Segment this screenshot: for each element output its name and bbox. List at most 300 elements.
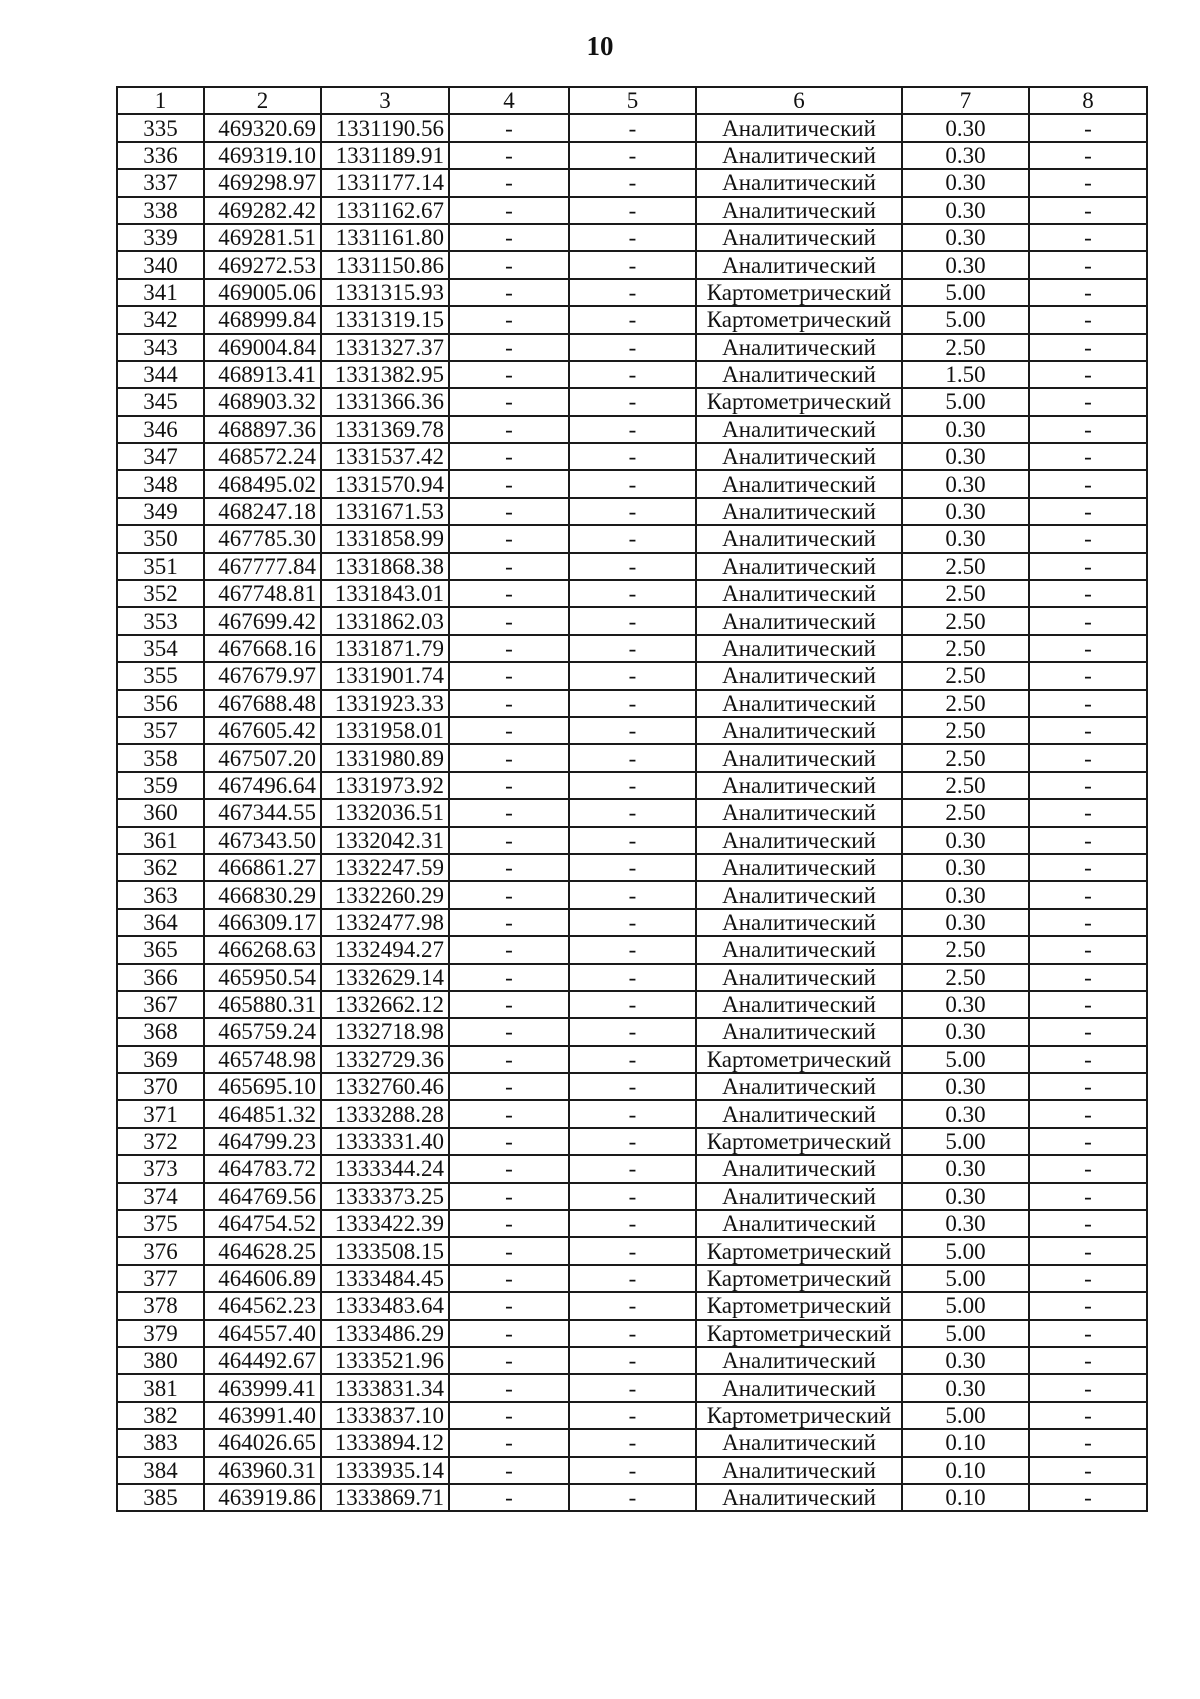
col5-cell: -	[569, 1402, 696, 1429]
point-number-cell: 365	[117, 936, 204, 963]
method-cell: Аналитический	[696, 690, 902, 717]
col4-cell: -	[449, 799, 569, 826]
accuracy-cell: 5.00	[902, 1128, 1029, 1155]
col8-cell: -	[1029, 827, 1147, 854]
table-row	[117, 854, 1147, 881]
accuracy-cell: 2.50	[902, 744, 1029, 771]
col4-cell: -	[449, 279, 569, 306]
y-coordinate-cell: 1331315.93	[321, 279, 449, 306]
col5-cell: -	[569, 1429, 696, 1456]
table-row	[117, 443, 1147, 470]
col8-cell: -	[1029, 553, 1147, 580]
y-coordinate-cell: 1332477.98	[321, 909, 449, 936]
column-header: 1	[117, 87, 204, 114]
x-coordinate-cell: 464606.89	[204, 1265, 321, 1292]
y-coordinate-cell: 1331973.92	[321, 772, 449, 799]
x-coordinate-cell: 468903.32	[204, 388, 321, 415]
col8-cell: -	[1029, 1457, 1147, 1484]
col8-cell: -	[1029, 1347, 1147, 1374]
table-row	[117, 1155, 1147, 1182]
table-row	[117, 1128, 1147, 1155]
y-coordinate-cell: 1332760.46	[321, 1073, 449, 1100]
x-coordinate-cell: 465759.24	[204, 1018, 321, 1045]
point-number-cell: 377	[117, 1265, 204, 1292]
col8-cell: -	[1029, 635, 1147, 662]
y-coordinate-cell: 1333373.25	[321, 1183, 449, 1210]
table-row	[117, 936, 1147, 963]
method-cell: Аналитический	[696, 1374, 902, 1401]
col8-cell: -	[1029, 361, 1147, 388]
accuracy-cell: 0.30	[902, 114, 1029, 141]
col5-cell: -	[569, 1374, 696, 1401]
accuracy-cell: 0.30	[902, 1183, 1029, 1210]
y-coordinate-cell: 1331189.91	[321, 142, 449, 169]
table-row	[117, 717, 1147, 744]
y-coordinate-cell: 1331319.15	[321, 306, 449, 333]
table-row	[117, 1374, 1147, 1401]
method-cell: Аналитический	[696, 1183, 902, 1210]
col5-cell: -	[569, 717, 696, 744]
method-cell: Аналитический	[696, 1347, 902, 1374]
table-row	[117, 744, 1147, 771]
page-number: 10	[586, 31, 614, 61]
x-coordinate-cell: 465695.10	[204, 1073, 321, 1100]
y-coordinate-cell: 1331843.01	[321, 580, 449, 607]
col8-cell: -	[1029, 1128, 1147, 1155]
table-row	[117, 498, 1147, 525]
y-coordinate-cell: 1333831.34	[321, 1374, 449, 1401]
y-coordinate-cell: 1333894.12	[321, 1429, 449, 1456]
col4-cell: -	[449, 1265, 569, 1292]
accuracy-cell: 5.00	[902, 1320, 1029, 1347]
point-number-cell: 374	[117, 1183, 204, 1210]
col5-cell: -	[569, 334, 696, 361]
method-cell: Аналитический	[696, 1155, 902, 1182]
x-coordinate-cell: 468495.02	[204, 470, 321, 497]
col4-cell: -	[449, 964, 569, 991]
col4-cell: -	[449, 334, 569, 361]
col8-cell: -	[1029, 251, 1147, 278]
accuracy-cell: 2.50	[902, 635, 1029, 662]
point-number-cell: 339	[117, 224, 204, 251]
col8-cell: -	[1029, 909, 1147, 936]
x-coordinate-cell: 468572.24	[204, 443, 321, 470]
col5-cell: -	[569, 1292, 696, 1319]
col5-cell: -	[569, 607, 696, 634]
accuracy-cell: 0.30	[902, 854, 1029, 881]
accuracy-cell: 0.30	[902, 881, 1029, 908]
y-coordinate-cell: 1333331.40	[321, 1128, 449, 1155]
accuracy-cell: 0.10	[902, 1429, 1029, 1456]
table-row	[117, 1484, 1147, 1511]
method-cell: Аналитический	[696, 854, 902, 881]
method-cell: Аналитический	[696, 224, 902, 251]
col5-cell: -	[569, 251, 696, 278]
table-row	[117, 114, 1147, 141]
col8-cell: -	[1029, 662, 1147, 689]
col8-cell: -	[1029, 1155, 1147, 1182]
point-number-cell: 362	[117, 854, 204, 881]
x-coordinate-cell: 464754.52	[204, 1210, 321, 1237]
table-row	[117, 1237, 1147, 1264]
x-coordinate-cell: 464799.23	[204, 1128, 321, 1155]
point-number-cell: 361	[117, 827, 204, 854]
col5-cell: -	[569, 827, 696, 854]
x-coordinate-cell: 467785.30	[204, 525, 321, 552]
col4-cell: -	[449, 224, 569, 251]
col8-cell: -	[1029, 991, 1147, 1018]
x-coordinate-cell: 463991.40	[204, 1402, 321, 1429]
table-row	[117, 306, 1147, 333]
col8-cell: -	[1029, 525, 1147, 552]
col4-cell: -	[449, 1347, 569, 1374]
col5-cell: -	[569, 1183, 696, 1210]
accuracy-cell: 0.30	[902, 991, 1029, 1018]
accuracy-cell: 2.50	[902, 936, 1029, 963]
col8-cell: -	[1029, 388, 1147, 415]
table-row	[117, 1457, 1147, 1484]
col4-cell: -	[449, 909, 569, 936]
method-cell: Аналитический	[696, 607, 902, 634]
column-header: 5	[569, 87, 696, 114]
method-cell: Аналитический	[696, 197, 902, 224]
col8-cell: -	[1029, 690, 1147, 717]
table-row	[117, 1429, 1147, 1456]
table-row	[117, 881, 1147, 908]
accuracy-cell: 2.50	[902, 717, 1029, 744]
col5-cell: -	[569, 197, 696, 224]
col5-cell: -	[569, 964, 696, 991]
col8-cell: -	[1029, 470, 1147, 497]
col4-cell: -	[449, 1292, 569, 1319]
method-cell: Аналитический	[696, 580, 902, 607]
col8-cell: -	[1029, 881, 1147, 908]
x-coordinate-cell: 469005.06	[204, 279, 321, 306]
method-cell: Аналитический	[696, 1018, 902, 1045]
y-coordinate-cell: 1331177.14	[321, 169, 449, 196]
point-number-cell: 341	[117, 279, 204, 306]
method-cell: Картометрический	[696, 1046, 902, 1073]
method-cell: Аналитический	[696, 964, 902, 991]
col8-cell: -	[1029, 744, 1147, 771]
table-row	[117, 991, 1147, 1018]
table-row	[117, 580, 1147, 607]
accuracy-cell: 5.00	[902, 1237, 1029, 1264]
x-coordinate-cell: 465880.31	[204, 991, 321, 1018]
col8-cell: -	[1029, 1402, 1147, 1429]
accuracy-cell: 2.50	[902, 964, 1029, 991]
y-coordinate-cell: 1333288.28	[321, 1100, 449, 1127]
y-coordinate-cell: 1332260.29	[321, 881, 449, 908]
col4-cell: -	[449, 607, 569, 634]
point-number-cell: 351	[117, 553, 204, 580]
accuracy-cell: 2.50	[902, 607, 1029, 634]
col5-cell: -	[569, 306, 696, 333]
point-number-cell: 345	[117, 388, 204, 415]
table-row	[117, 197, 1147, 224]
point-number-cell: 369	[117, 1046, 204, 1073]
table-row	[117, 1100, 1147, 1127]
col5-cell: -	[569, 1210, 696, 1237]
col4-cell: -	[449, 991, 569, 1018]
point-number-cell: 349	[117, 498, 204, 525]
col8-cell: -	[1029, 1320, 1147, 1347]
table-row	[117, 964, 1147, 991]
col4-cell: -	[449, 690, 569, 717]
accuracy-cell: 5.00	[902, 388, 1029, 415]
x-coordinate-cell: 467679.97	[204, 662, 321, 689]
col5-cell: -	[569, 881, 696, 908]
point-number-cell: 356	[117, 690, 204, 717]
point-number-cell: 346	[117, 416, 204, 443]
point-number-cell: 354	[117, 635, 204, 662]
table-row	[117, 909, 1147, 936]
col8-cell: -	[1029, 717, 1147, 744]
y-coordinate-cell: 1332247.59	[321, 854, 449, 881]
table-row	[117, 1183, 1147, 1210]
col8-cell: -	[1029, 114, 1147, 141]
method-cell: Аналитический	[696, 114, 902, 141]
x-coordinate-cell: 467507.20	[204, 744, 321, 771]
accuracy-cell: 5.00	[902, 306, 1029, 333]
y-coordinate-cell: 1331901.74	[321, 662, 449, 689]
point-number-cell: 364	[117, 909, 204, 936]
x-coordinate-cell: 469272.53	[204, 251, 321, 278]
point-number-cell: 382	[117, 1402, 204, 1429]
accuracy-cell: 0.30	[902, 1347, 1029, 1374]
col4-cell: -	[449, 1484, 569, 1511]
column-header: 6	[696, 87, 902, 114]
x-coordinate-cell: 465748.98	[204, 1046, 321, 1073]
col4-cell: -	[449, 1210, 569, 1237]
coordinates-table	[116, 86, 1148, 1512]
col8-cell: -	[1029, 224, 1147, 251]
y-coordinate-cell: 1333483.64	[321, 1292, 449, 1319]
column-header: 3	[321, 87, 449, 114]
col8-cell: -	[1029, 416, 1147, 443]
x-coordinate-cell: 467344.55	[204, 799, 321, 826]
method-cell: Аналитический	[696, 361, 902, 388]
x-coordinate-cell: 467748.81	[204, 580, 321, 607]
col4-cell: -	[449, 744, 569, 771]
y-coordinate-cell: 1333422.39	[321, 1210, 449, 1237]
method-cell: Аналитический	[696, 1100, 902, 1127]
table-row	[117, 361, 1147, 388]
col5-cell: -	[569, 279, 696, 306]
y-coordinate-cell: 1333344.24	[321, 1155, 449, 1182]
y-coordinate-cell: 1331382.95	[321, 361, 449, 388]
col5-cell: -	[569, 854, 696, 881]
col5-cell: -	[569, 443, 696, 470]
accuracy-cell: 0.30	[902, 169, 1029, 196]
col5-cell: -	[569, 416, 696, 443]
col5-cell: -	[569, 799, 696, 826]
accuracy-cell: 0.30	[902, 443, 1029, 470]
accuracy-cell: 2.50	[902, 662, 1029, 689]
col5-cell: -	[569, 772, 696, 799]
col8-cell: -	[1029, 1374, 1147, 1401]
method-cell: Аналитический	[696, 717, 902, 744]
col5-cell: -	[569, 361, 696, 388]
table-row	[117, 1402, 1147, 1429]
y-coordinate-cell: 1332729.36	[321, 1046, 449, 1073]
col5-cell: -	[569, 1484, 696, 1511]
point-number-cell: 370	[117, 1073, 204, 1100]
accuracy-cell: 0.30	[902, 251, 1029, 278]
accuracy-cell: 0.10	[902, 1484, 1029, 1511]
x-coordinate-cell: 468999.84	[204, 306, 321, 333]
method-cell: Аналитический	[696, 553, 902, 580]
point-number-cell: 383	[117, 1429, 204, 1456]
accuracy-cell: 0.30	[902, 827, 1029, 854]
point-number-cell: 355	[117, 662, 204, 689]
accuracy-cell: 0.10	[902, 1457, 1029, 1484]
col5-cell: -	[569, 1265, 696, 1292]
table-row	[117, 799, 1147, 826]
col8-cell: -	[1029, 1210, 1147, 1237]
method-cell: Аналитический	[696, 1210, 902, 1237]
x-coordinate-cell: 465950.54	[204, 964, 321, 991]
point-number-cell: 366	[117, 964, 204, 991]
y-coordinate-cell: 1333869.71	[321, 1484, 449, 1511]
y-coordinate-cell: 1333935.14	[321, 1457, 449, 1484]
method-cell: Аналитический	[696, 1073, 902, 1100]
col4-cell: -	[449, 470, 569, 497]
method-cell: Аналитический	[696, 936, 902, 963]
col8-cell: -	[1029, 799, 1147, 826]
y-coordinate-cell: 1333484.45	[321, 1265, 449, 1292]
method-cell: Аналитический	[696, 744, 902, 771]
col5-cell: -	[569, 1046, 696, 1073]
point-number-cell: 384	[117, 1457, 204, 1484]
x-coordinate-cell: 468247.18	[204, 498, 321, 525]
method-cell: Картометрический	[696, 388, 902, 415]
y-coordinate-cell: 1332662.12	[321, 991, 449, 1018]
method-cell: Аналитический	[696, 799, 902, 826]
point-number-cell: 352	[117, 580, 204, 607]
col5-cell: -	[569, 1237, 696, 1264]
y-coordinate-cell: 1332042.31	[321, 827, 449, 854]
x-coordinate-cell: 467605.42	[204, 717, 321, 744]
point-number-cell: 357	[117, 717, 204, 744]
method-cell: Аналитический	[696, 142, 902, 169]
y-coordinate-cell: 1331980.89	[321, 744, 449, 771]
column-header: 4	[449, 87, 569, 114]
col4-cell: -	[449, 1374, 569, 1401]
accuracy-cell: 0.30	[902, 197, 1029, 224]
y-coordinate-cell: 1331923.33	[321, 690, 449, 717]
table-row	[117, 662, 1147, 689]
accuracy-cell: 0.30	[902, 1210, 1029, 1237]
y-coordinate-cell: 1331369.78	[321, 416, 449, 443]
col8-cell: -	[1029, 1237, 1147, 1264]
point-number-cell: 368	[117, 1018, 204, 1045]
x-coordinate-cell: 467699.42	[204, 607, 321, 634]
method-cell: Картометрический	[696, 1402, 902, 1429]
point-number-cell: 372	[117, 1128, 204, 1155]
col5-cell: -	[569, 690, 696, 717]
x-coordinate-cell: 464783.72	[204, 1155, 321, 1182]
col4-cell: -	[449, 635, 569, 662]
method-cell: Аналитический	[696, 443, 902, 470]
method-cell: Аналитический	[696, 525, 902, 552]
x-coordinate-cell: 464557.40	[204, 1320, 321, 1347]
col8-cell: -	[1029, 964, 1147, 991]
x-coordinate-cell: 467688.48	[204, 690, 321, 717]
x-coordinate-cell: 466861.27	[204, 854, 321, 881]
y-coordinate-cell: 1331958.01	[321, 717, 449, 744]
col5-cell: -	[569, 525, 696, 552]
point-number-cell: 358	[117, 744, 204, 771]
col4-cell: -	[449, 1100, 569, 1127]
col8-cell: -	[1029, 607, 1147, 634]
col4-cell: -	[449, 416, 569, 443]
point-number-cell: 379	[117, 1320, 204, 1347]
col4-cell: -	[449, 525, 569, 552]
y-coordinate-cell: 1331570.94	[321, 470, 449, 497]
method-cell: Аналитический	[696, 827, 902, 854]
accuracy-cell: 5.00	[902, 1265, 1029, 1292]
col5-cell: -	[569, 580, 696, 607]
col4-cell: -	[449, 1320, 569, 1347]
col8-cell: -	[1029, 498, 1147, 525]
table-row	[117, 1347, 1147, 1374]
col4-cell: -	[449, 662, 569, 689]
point-number-cell: 350	[117, 525, 204, 552]
method-cell: Аналитический	[696, 909, 902, 936]
accuracy-cell: 0.30	[902, 416, 1029, 443]
x-coordinate-cell: 464492.67	[204, 1347, 321, 1374]
table-row	[117, 388, 1147, 415]
point-number-cell: 385	[117, 1484, 204, 1511]
point-number-cell: 376	[117, 1237, 204, 1264]
y-coordinate-cell: 1331671.53	[321, 498, 449, 525]
col4-cell: -	[449, 1457, 569, 1484]
method-cell: Картометрический	[696, 1292, 902, 1319]
col4-cell: -	[449, 1237, 569, 1264]
col4-cell: -	[449, 1402, 569, 1429]
accuracy-cell: 0.30	[902, 224, 1029, 251]
method-cell: Картометрический	[696, 1237, 902, 1264]
table-row	[117, 772, 1147, 799]
col4-cell: -	[449, 772, 569, 799]
col5-cell: -	[569, 169, 696, 196]
table-row	[117, 1018, 1147, 1045]
table-row	[117, 470, 1147, 497]
method-cell: Аналитический	[696, 169, 902, 196]
col4-cell: -	[449, 197, 569, 224]
x-coordinate-cell: 468897.36	[204, 416, 321, 443]
point-number-cell: 371	[117, 1100, 204, 1127]
col8-cell: -	[1029, 1292, 1147, 1319]
point-number-cell: 381	[117, 1374, 204, 1401]
x-coordinate-cell: 469281.51	[204, 224, 321, 251]
table-row	[117, 1073, 1147, 1100]
table-row	[117, 416, 1147, 443]
col5-cell: -	[569, 1073, 696, 1100]
col8-cell: -	[1029, 1484, 1147, 1511]
point-number-cell: 343	[117, 334, 204, 361]
accuracy-cell: 2.50	[902, 690, 1029, 717]
col8-cell: -	[1029, 1100, 1147, 1127]
col5-cell: -	[569, 1457, 696, 1484]
col8-cell: -	[1029, 1018, 1147, 1045]
col5-cell: -	[569, 498, 696, 525]
x-coordinate-cell: 466830.29	[204, 881, 321, 908]
col5-cell: -	[569, 991, 696, 1018]
col4-cell: -	[449, 361, 569, 388]
method-cell: Аналитический	[696, 991, 902, 1018]
